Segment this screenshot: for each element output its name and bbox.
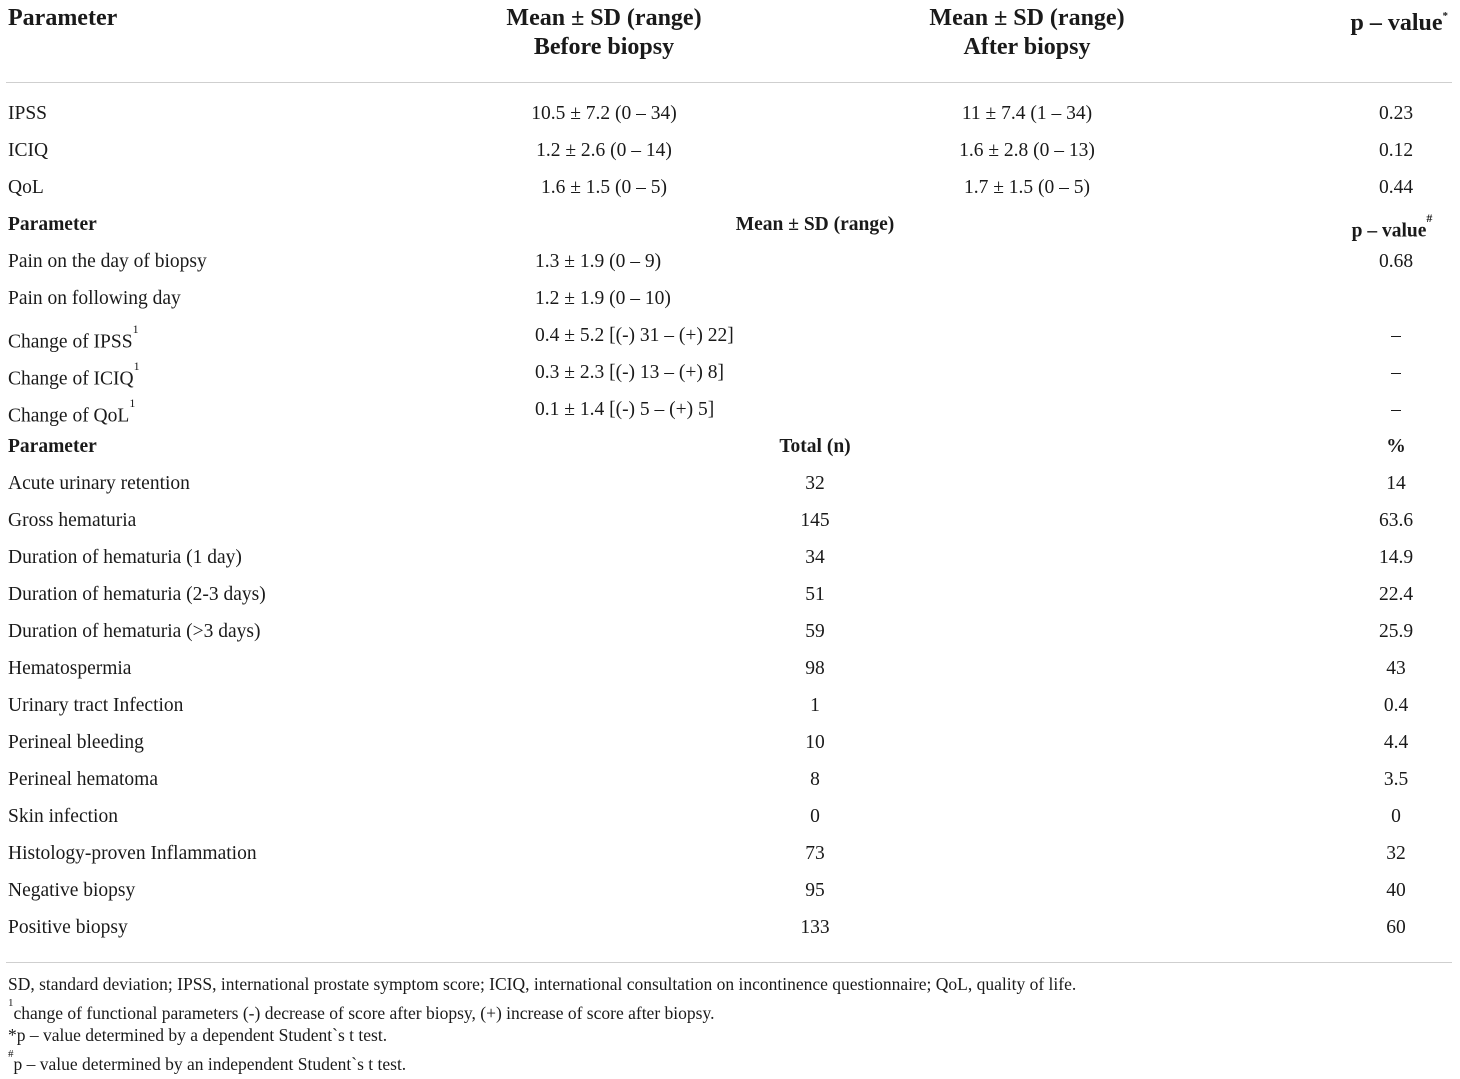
row-label: IPSS	[8, 103, 48, 124]
table-row	[0, 102, 1460, 139]
table-row	[0, 472, 1460, 509]
header-p-value-mark: *	[1442, 10, 1448, 22]
table-row	[0, 694, 1460, 731]
row-label-sup: 1	[129, 396, 136, 410]
row-label: Skin infection	[8, 806, 118, 827]
section3-header-total: Total (n)	[779, 436, 851, 457]
percent-value: 32	[1386, 843, 1406, 864]
header-after-line2: After biopsy	[963, 34, 1091, 60]
total-value: 0	[810, 806, 820, 827]
footnote-2-mark: *	[8, 1025, 17, 1045]
header-after-line1: Mean ± SD (range)	[929, 5, 1125, 31]
row-label: Gross hematuria	[8, 510, 137, 531]
header-before	[506, 4, 701, 62]
percent-value: 60	[1386, 917, 1406, 938]
row-label: QoL	[8, 177, 44, 198]
total-value: 10	[805, 732, 825, 753]
percent-value: 14.9	[1378, 547, 1414, 568]
percent-value: 14	[1386, 473, 1406, 494]
percent-value: 0.4	[1383, 695, 1409, 716]
row-label: Duration of hematuria (>3 days)	[8, 621, 261, 642]
header-p-value	[1350, 4, 1448, 38]
table-row	[0, 731, 1460, 768]
section2-header-parameter: Parameter	[8, 214, 97, 235]
row-label	[8, 324, 139, 355]
row-label: Urinary tract Infection	[8, 695, 184, 716]
total-value: 8	[810, 769, 820, 790]
percent-value: 25.9	[1378, 621, 1414, 642]
percent-value: 0	[1391, 806, 1401, 827]
total-value: 145	[800, 510, 830, 531]
table-row	[0, 805, 1460, 842]
section3-header-parameter: Parameter	[8, 436, 97, 457]
header-rule	[6, 82, 1452, 83]
header-p-value-text: p – value	[1350, 10, 1443, 36]
total-value: 51	[805, 584, 825, 605]
row-label-text: Pain on following day	[8, 288, 181, 309]
mean-value: 0.3 ± 2.3 [(-) 13 – (+) 8]	[535, 362, 725, 383]
row-label: Duration of hematuria (2-3 days)	[8, 584, 266, 605]
p-value: 0.68	[1378, 251, 1414, 272]
p-value: –	[1391, 399, 1401, 420]
row-label	[8, 250, 207, 274]
section3-header-row	[0, 435, 1460, 472]
total-value: 98	[805, 658, 825, 679]
row-label: Perineal bleeding	[8, 732, 144, 753]
table-row	[0, 879, 1460, 916]
row-label-text: Change of IPSS	[8, 331, 133, 353]
header-after	[929, 4, 1124, 62]
total-value: 59	[805, 621, 825, 642]
section2-header-mean: Mean ± SD (range)	[735, 214, 895, 235]
header-before-line1: Mean ± SD (range)	[506, 5, 702, 31]
percent-value: 40	[1386, 880, 1406, 901]
row-label: Hematospermia	[8, 658, 132, 679]
after-value: 1.6 ± 2.8 (0 – 13)	[959, 140, 1095, 161]
percent-value: 22.4	[1378, 584, 1414, 605]
row-label: Positive biopsy	[8, 917, 128, 938]
row-label: ICIQ	[8, 140, 49, 161]
mean-value: 1.3 ± 1.9 (0 – 9)	[535, 251, 662, 272]
total-value: 133	[800, 917, 830, 938]
table-row	[0, 139, 1460, 176]
row-label-text: Change of QoL	[8, 405, 130, 427]
p-value: 0.12	[1378, 140, 1414, 161]
footnote-3-text: p – value determined by an independent Student`s t test.	[13, 1053, 407, 1074]
mean-value: 0.4 ± 5.2 [(-) 31 – (+) 22]	[535, 325, 734, 346]
header-before-line2: Before biopsy	[533, 34, 675, 60]
footnote-1	[8, 998, 714, 1024]
p-value: 0.23	[1378, 103, 1414, 124]
footnote-2	[8, 1024, 387, 1046]
table-row	[0, 583, 1460, 620]
row-label: Histology-proven Inflammation	[8, 843, 257, 864]
footnote-3-mark: #	[8, 1048, 14, 1060]
table-row	[0, 287, 1460, 324]
section2-header-row	[0, 213, 1460, 250]
footnote-2-text: p – value determined by a dependent Student`s t test.	[16, 1025, 388, 1045]
percent-value: 3.5	[1383, 769, 1409, 790]
row-label-sup: 1	[132, 322, 139, 336]
table-row	[0, 176, 1460, 213]
header-parameter: Parameter	[8, 5, 118, 31]
row-label: Negative biopsy	[8, 880, 136, 901]
table-row	[0, 546, 1460, 583]
footnote-1-text: change of functional parameters (-) decrease of score after biopsy, (+) increase of score after biopsy.	[13, 1002, 715, 1023]
percent-value: 63.6	[1378, 510, 1414, 531]
row-label-text: Change of ICIQ	[8, 368, 134, 390]
table-row	[0, 250, 1460, 287]
table-row	[0, 842, 1460, 879]
percent-value: 4.4	[1383, 732, 1409, 753]
table-row	[0, 324, 1460, 361]
row-label: Acute urinary retention	[8, 473, 190, 494]
row-label	[8, 361, 140, 392]
percent-value: 43	[1386, 658, 1406, 679]
section2-header-p-text: p – value	[1351, 220, 1427, 242]
footnote-1-mark: 1	[8, 997, 14, 1009]
section2-header-p-mark: #	[1426, 211, 1433, 225]
footer-rule	[6, 962, 1452, 963]
row-label-text: Pain on the day of biopsy	[8, 251, 207, 272]
total-value: 34	[805, 547, 825, 568]
row-label: Duration of hematuria (1 day)	[8, 547, 242, 568]
table-row	[0, 398, 1460, 435]
p-value: –	[1391, 362, 1401, 383]
row-label	[8, 398, 135, 429]
row-label-sup: 1	[133, 359, 140, 373]
row-label: Perineal hematoma	[8, 769, 158, 790]
table-row	[0, 509, 1460, 546]
after-value: 11 ± 7.4 (1 – 34)	[961, 103, 1093, 124]
before-value: 1.6 ± 1.5 (0 – 5)	[540, 177, 668, 198]
table-row	[0, 361, 1460, 398]
before-value: 10.5 ± 7.2 (0 – 34)	[531, 103, 677, 124]
mean-value: 0.1 ± 1.4 [(-) 5 – (+) 5]	[535, 399, 715, 420]
mean-value: 1.2 ± 1.9 (0 – 10)	[535, 288, 671, 309]
table-row	[0, 768, 1460, 805]
table-row	[0, 620, 1460, 657]
footnote-3	[8, 1049, 406, 1075]
total-value: 95	[805, 880, 825, 901]
after-value: 1.7 ± 1.5 (0 – 5)	[963, 177, 1091, 198]
footnote-abbreviations: SD, standard deviation; IPSS, international prostate symptom score; ICIQ, international consultation on incontinence questionnaire; QoL, quality of life.	[8, 974, 1077, 994]
total-value: 73	[805, 843, 825, 864]
before-value: 1.2 ± 2.6 (0 – 14)	[536, 140, 672, 161]
total-value: 1	[810, 695, 820, 716]
total-value: 32	[805, 473, 825, 494]
table-row	[0, 657, 1460, 694]
p-value: –	[1391, 325, 1401, 346]
p-value: 0.44	[1378, 177, 1414, 198]
section3-header-percent: %	[1386, 436, 1406, 457]
row-label	[8, 287, 181, 311]
section2-header-p-value	[1352, 213, 1433, 244]
table-row	[0, 916, 1460, 953]
